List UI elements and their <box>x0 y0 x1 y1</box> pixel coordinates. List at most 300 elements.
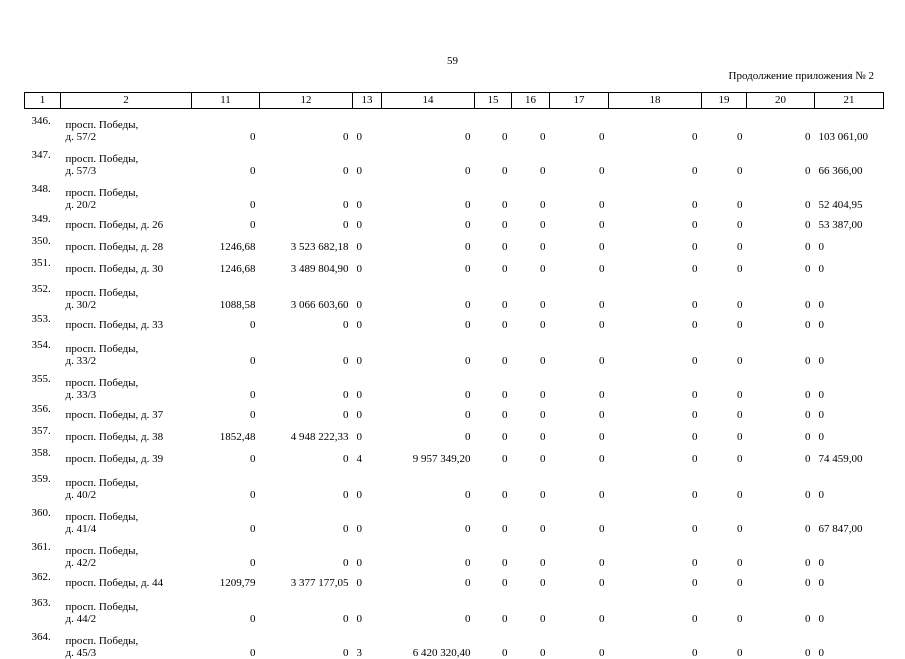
value-cell: 0 <box>737 299 743 311</box>
address-cell <box>61 501 192 535</box>
value-cell: 0 <box>692 299 698 311</box>
value-cell: 0 <box>599 165 605 177</box>
value-cell: 0 <box>356 389 362 401</box>
address-line: д. 44/2 <box>65 613 97 625</box>
value-cell: 0 <box>737 241 743 253</box>
address-line: просп. Победы, <box>65 287 139 299</box>
row-number: 351. <box>31 257 51 269</box>
value-cell: 0 <box>805 355 811 367</box>
value-cell: 0 <box>540 647 546 659</box>
value-cell: 0 <box>356 431 362 443</box>
value-cell: 0 <box>465 263 471 275</box>
table-row <box>25 109 884 144</box>
value-cell: 0 <box>805 263 811 275</box>
value-cell: 0 <box>540 131 546 143</box>
column-header: 21 <box>815 93 884 109</box>
row-number: 362. <box>31 571 51 583</box>
value-cell: 0 <box>502 409 508 421</box>
row-number: 358. <box>31 447 51 459</box>
value-cell: 0 <box>465 613 471 625</box>
column-header: 13 <box>353 93 382 109</box>
address-line: просп. Победы, <box>65 511 139 523</box>
value-cell: 0 <box>599 131 605 143</box>
value-cell: 0 <box>818 409 824 421</box>
address-cell <box>61 177 192 211</box>
value-cell: 0 <box>540 319 546 331</box>
value-cell: 0 <box>465 319 471 331</box>
value-cell: 0 <box>818 577 824 589</box>
address-cell: просп. Победы, д. 37 <box>65 409 164 421</box>
row-number: 361. <box>31 541 51 553</box>
value-cell: 0 <box>540 299 546 311</box>
value-cell: 0 <box>818 647 824 659</box>
value-cell: 0 <box>356 165 362 177</box>
address-cell: просп. Победы, д. 33 <box>65 319 164 331</box>
value-cell: 0 <box>540 489 546 501</box>
address-line: д. 57/3 <box>65 165 97 177</box>
value-cell: 0 <box>343 613 349 625</box>
column-header: 15 <box>475 93 512 109</box>
address-line: д. 20/2 <box>65 199 97 211</box>
value-cell: 0 <box>805 409 811 421</box>
value-cell: 0 <box>805 523 811 535</box>
header-row <box>25 93 884 109</box>
value-cell: 0 <box>737 199 743 211</box>
value-cell: 0 <box>343 647 349 659</box>
value-cell: 0 <box>465 219 471 231</box>
row-number: 360. <box>31 507 51 519</box>
value-cell: 0 <box>250 219 256 231</box>
value-cell: 0 <box>737 131 743 143</box>
table-row <box>25 569 884 591</box>
value-cell: 0 <box>502 613 508 625</box>
value-cell: 0 <box>343 489 349 501</box>
value-cell: 3 377 177,05 <box>290 577 349 589</box>
value-cell: 0 <box>599 319 605 331</box>
row-number: 348. <box>31 183 51 195</box>
address-line: д. 33/2 <box>65 355 97 367</box>
value-cell: 0 <box>805 199 811 211</box>
table-row <box>25 535 884 569</box>
value-cell: 0 <box>502 263 508 275</box>
value-cell: 0 <box>805 577 811 589</box>
address-line: просп. Победы, <box>65 343 139 355</box>
value-cell: 0 <box>540 431 546 443</box>
value-cell: 0 <box>692 577 698 589</box>
value-cell: 1209,79 <box>219 577 256 589</box>
address-cell <box>61 333 192 367</box>
value-cell: 0 <box>805 431 811 443</box>
column-header: 19 <box>702 93 747 109</box>
value-cell: 0 <box>540 523 546 535</box>
value-cell: 0 <box>250 489 256 501</box>
value-cell: 0 <box>692 431 698 443</box>
value-cell: 0 <box>805 489 811 501</box>
column-header: 14 <box>382 93 475 109</box>
row-number: 359. <box>31 473 51 485</box>
value-cell: 0 <box>599 557 605 569</box>
value-cell: 0 <box>502 165 508 177</box>
value-cell: 0 <box>692 355 698 367</box>
value-cell: 9 957 349,20 <box>412 453 471 465</box>
value-cell: 0 <box>737 613 743 625</box>
value-cell: 0 <box>805 219 811 231</box>
value-cell: 0 <box>250 453 256 465</box>
value-cell: 0 <box>818 389 824 401</box>
value-cell: 0 <box>502 355 508 367</box>
value-cell: 0 <box>737 263 743 275</box>
value-cell: 0 <box>540 263 546 275</box>
table-row <box>25 401 884 423</box>
value-cell: 0 <box>356 523 362 535</box>
table-row <box>25 501 884 535</box>
row-number: 352. <box>31 283 51 295</box>
address-line: просп. Победы, <box>65 119 139 131</box>
value-cell: 0 <box>465 557 471 569</box>
value-cell: 0 <box>343 453 349 465</box>
value-cell: 0 <box>465 241 471 253</box>
row-number: 346. <box>31 115 51 127</box>
address-line: д. 45/3 <box>65 647 97 659</box>
value-cell: 0 <box>356 319 362 331</box>
value-cell: 0 <box>692 647 698 659</box>
value-cell: 0 <box>737 431 743 443</box>
value-cell: 0 <box>818 263 824 275</box>
value-cell: 0 <box>599 241 605 253</box>
table-row <box>25 591 884 625</box>
value-cell: 0 <box>250 523 256 535</box>
value-cell: 0 <box>818 319 824 331</box>
value-cell: 0 <box>599 389 605 401</box>
row-number: 349. <box>31 213 51 225</box>
table-row <box>25 625 884 659</box>
column-header: 17 <box>550 93 609 109</box>
value-cell: 4 <box>356 453 362 465</box>
table-row <box>25 333 884 367</box>
value-cell: 0 <box>599 647 605 659</box>
value-cell: 3 489 804,90 <box>290 263 349 275</box>
table-row <box>25 233 884 255</box>
value-cell: 0 <box>805 131 811 143</box>
row-number: 350. <box>31 235 51 247</box>
value-cell: 0 <box>356 489 362 501</box>
address-cell: просп. Победы, д. 38 <box>65 431 164 443</box>
value-cell: 0 <box>737 355 743 367</box>
value-cell: 4 948 222,33 <box>290 431 349 443</box>
value-cell: 0 <box>250 557 256 569</box>
value-cell: 0 <box>737 319 743 331</box>
value-cell: 0 <box>599 219 605 231</box>
value-cell: 0 <box>805 319 811 331</box>
value-cell: 0 <box>250 165 256 177</box>
value-cell: 0 <box>540 453 546 465</box>
address-cell <box>61 277 192 311</box>
value-cell: 0 <box>818 557 824 569</box>
value-cell: 0 <box>465 577 471 589</box>
value-cell: 0 <box>599 409 605 421</box>
value-cell: 0 <box>502 577 508 589</box>
value-cell: 0 <box>737 453 743 465</box>
value-cell: 0 <box>692 219 698 231</box>
value-cell: 0 <box>692 613 698 625</box>
value-cell: 0 <box>692 453 698 465</box>
value-cell: 0 <box>737 489 743 501</box>
row-number: 353. <box>31 313 51 325</box>
address-cell <box>61 109 192 144</box>
value-cell: 0 <box>356 263 362 275</box>
address-line: просп. Победы, <box>65 187 139 199</box>
value-cell: 0 <box>692 389 698 401</box>
data-table <box>24 92 884 659</box>
value-cell: 0 <box>465 165 471 177</box>
value-cell: 0 <box>250 613 256 625</box>
value-cell: 0 <box>540 613 546 625</box>
value-cell: 0 <box>599 577 605 589</box>
address-cell <box>61 367 192 401</box>
value-cell: 0 <box>737 577 743 589</box>
value-cell: 0 <box>805 647 811 659</box>
value-cell: 0 <box>692 489 698 501</box>
row-number: 355. <box>31 373 51 385</box>
row-number: 363. <box>31 597 51 609</box>
address-line: просп. Победы, <box>65 545 139 557</box>
value-cell: 3 066 603,60 <box>290 299 349 311</box>
value-cell: 0 <box>692 165 698 177</box>
address-line: д. 42/2 <box>65 557 97 569</box>
value-cell: 0 <box>356 557 362 569</box>
value-cell: 0 <box>692 263 698 275</box>
address-line: д. 30/2 <box>65 299 97 311</box>
value-cell: 0 <box>343 523 349 535</box>
value-cell: 0 <box>250 647 256 659</box>
address-cell: просп. Победы, д. 39 <box>65 453 164 465</box>
row-number: 347. <box>31 149 51 161</box>
value-cell: 0 <box>343 199 349 211</box>
value-cell: 0 <box>818 241 824 253</box>
address-cell <box>61 143 192 177</box>
value-cell: 0 <box>737 523 743 535</box>
value-cell: 0 <box>692 241 698 253</box>
column-header: 18 <box>609 93 702 109</box>
column-header: 20 <box>747 93 815 109</box>
page-number: 59 <box>447 55 458 67</box>
value-cell: 0 <box>805 241 811 253</box>
value-cell: 0 <box>343 165 349 177</box>
value-cell: 0 <box>692 523 698 535</box>
value-cell: 0 <box>356 219 362 231</box>
value-cell: 0 <box>502 647 508 659</box>
value-cell: 0 <box>737 557 743 569</box>
table-row <box>25 277 884 311</box>
value-cell: 0 <box>343 557 349 569</box>
value-cell: 0 <box>502 199 508 211</box>
table-row <box>25 311 884 333</box>
value-cell: 0 <box>599 489 605 501</box>
value-cell: 0 <box>540 355 546 367</box>
value-cell: 0 <box>599 199 605 211</box>
value-cell: 0 <box>692 557 698 569</box>
value-cell: 0 <box>540 557 546 569</box>
value-cell: 0 <box>502 557 508 569</box>
address-line: д. 33/3 <box>65 389 97 401</box>
value-cell: 0 <box>250 131 256 143</box>
value-cell: 0 <box>540 409 546 421</box>
address-cell: просп. Победы, д. 26 <box>65 219 164 231</box>
value-cell: 0 <box>465 131 471 143</box>
value-cell: 0 <box>737 389 743 401</box>
value-cell: 0 <box>818 489 824 501</box>
value-cell: 66 366,00 <box>818 165 863 177</box>
value-cell: 0 <box>465 389 471 401</box>
value-cell: 0 <box>737 219 743 231</box>
value-cell: 0 <box>465 523 471 535</box>
value-cell: 0 <box>356 199 362 211</box>
value-cell: 0 <box>343 355 349 367</box>
value-cell: 1246,68 <box>219 241 256 253</box>
value-cell: 0 <box>805 557 811 569</box>
row-number: 364. <box>31 631 51 643</box>
value-cell: 0 <box>737 409 743 421</box>
value-cell: 0 <box>540 241 546 253</box>
value-cell: 0 <box>805 165 811 177</box>
value-cell: 0 <box>502 219 508 231</box>
value-cell: 0 <box>502 389 508 401</box>
table-row <box>25 467 884 501</box>
value-cell: 6 420 320,40 <box>412 647 471 659</box>
column-header: 2 <box>61 93 192 109</box>
value-cell: 0 <box>502 299 508 311</box>
value-cell: 0 <box>465 431 471 443</box>
value-cell: 0 <box>502 241 508 253</box>
value-cell: 67 847,00 <box>818 523 863 535</box>
value-cell: 0 <box>465 199 471 211</box>
appendix-caption: Продолжение приложения № 2 <box>728 70 874 82</box>
value-cell: 0 <box>692 199 698 211</box>
address-cell <box>61 625 192 659</box>
value-cell: 0 <box>599 523 605 535</box>
column-header: 16 <box>512 93 550 109</box>
value-cell: 0 <box>356 355 362 367</box>
value-cell: 0 <box>502 319 508 331</box>
value-cell: 0 <box>737 165 743 177</box>
value-cell: 0 <box>465 409 471 421</box>
address-line: д. 41/4 <box>65 523 97 535</box>
address-cell <box>61 591 192 625</box>
value-cell: 53 387,00 <box>818 219 863 231</box>
value-cell: 0 <box>502 489 508 501</box>
row-number: 354. <box>31 339 51 351</box>
address-cell: просп. Победы, д. 44 <box>65 577 164 589</box>
value-cell: 0 <box>540 219 546 231</box>
value-cell: 0 <box>818 355 824 367</box>
value-cell: 3 <box>356 647 362 659</box>
value-cell: 0 <box>465 355 471 367</box>
row-number: 357. <box>31 425 51 437</box>
address-line: просп. Победы, <box>65 153 139 165</box>
value-cell: 1246,68 <box>219 263 256 275</box>
table-row <box>25 423 884 445</box>
address-line: просп. Победы, <box>65 635 139 647</box>
value-cell: 0 <box>356 613 362 625</box>
table-row <box>25 177 884 211</box>
value-cell: 0 <box>343 389 349 401</box>
value-cell: 0 <box>692 409 698 421</box>
value-cell: 0 <box>818 431 824 443</box>
column-header: 12 <box>260 93 353 109</box>
address-cell: просп. Победы, д. 30 <box>65 263 164 275</box>
address-line: просп. Победы, <box>65 601 139 613</box>
address-cell <box>61 535 192 569</box>
value-cell: 0 <box>356 409 362 421</box>
value-cell: 0 <box>356 241 362 253</box>
address-line: просп. Победы, <box>65 477 139 489</box>
address-line: д. 57/2 <box>65 131 97 143</box>
table-row <box>25 445 884 467</box>
address-cell <box>61 467 192 501</box>
value-cell: 0 <box>805 389 811 401</box>
table-row <box>25 367 884 401</box>
column-header: 1 <box>25 93 61 109</box>
value-cell: 0 <box>250 319 256 331</box>
value-cell: 0 <box>818 613 824 625</box>
value-cell: 0 <box>250 389 256 401</box>
value-cell: 0 <box>465 489 471 501</box>
value-cell: 1852,48 <box>219 431 256 443</box>
address-line: д. 40/2 <box>65 489 97 501</box>
value-cell: 0 <box>805 299 811 311</box>
value-cell: 0 <box>805 613 811 625</box>
value-cell: 103 061,00 <box>818 131 868 143</box>
value-cell: 3 523 682,18 <box>290 241 349 253</box>
value-cell: 0 <box>540 165 546 177</box>
value-cell: 0 <box>540 199 546 211</box>
value-cell: 0 <box>540 389 546 401</box>
value-cell: 0 <box>343 219 349 231</box>
value-cell: 0 <box>502 523 508 535</box>
value-cell: 0 <box>599 613 605 625</box>
value-cell: 0 <box>599 299 605 311</box>
column-header: 11 <box>192 93 260 109</box>
value-cell: 0 <box>540 577 546 589</box>
value-cell: 0 <box>502 131 508 143</box>
table-row <box>25 143 884 177</box>
value-cell: 0 <box>599 431 605 443</box>
value-cell: 0 <box>737 647 743 659</box>
row-number: 356. <box>31 403 51 415</box>
value-cell: 0 <box>356 577 362 589</box>
table-row <box>25 211 884 233</box>
value-cell: 0 <box>343 131 349 143</box>
value-cell: 0 <box>250 355 256 367</box>
value-cell: 0 <box>356 131 362 143</box>
address-line: просп. Победы, <box>65 377 139 389</box>
value-cell: 0 <box>805 453 811 465</box>
value-cell: 74 459,00 <box>818 453 863 465</box>
value-cell: 0 <box>250 409 256 421</box>
value-cell: 0 <box>692 131 698 143</box>
value-cell: 0 <box>465 299 471 311</box>
table-row <box>25 255 884 277</box>
value-cell: 0 <box>502 431 508 443</box>
value-cell: 0 <box>356 299 362 311</box>
value-cell: 1088,58 <box>219 299 256 311</box>
value-cell: 0 <box>692 319 698 331</box>
value-cell: 0 <box>343 409 349 421</box>
value-cell: 0 <box>599 263 605 275</box>
value-cell: 0 <box>502 453 508 465</box>
value-cell: 0 <box>599 355 605 367</box>
value-cell: 0 <box>250 199 256 211</box>
